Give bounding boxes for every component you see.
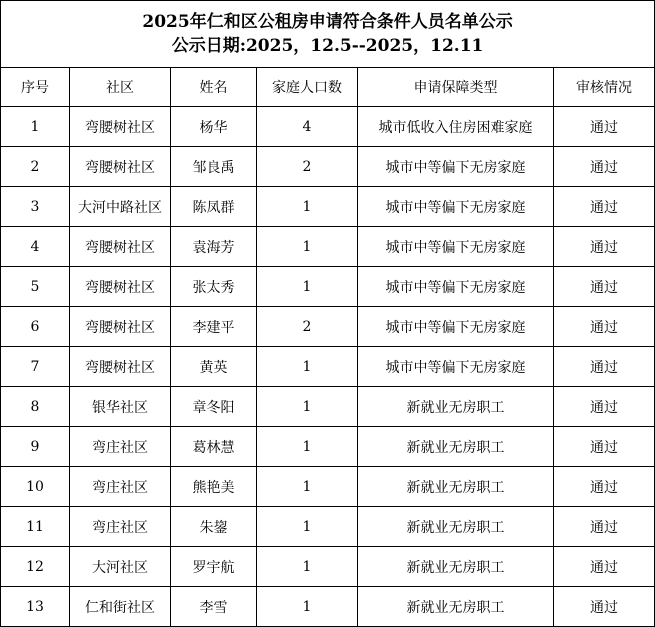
cell-household: 1 (257, 427, 358, 467)
cell-no: 11 (1, 507, 70, 547)
cell-status: 通过 (554, 467, 655, 507)
cell-no: 12 (1, 547, 70, 587)
table-row (1, 307, 655, 347)
cell-community: 弯腰树社区 (70, 147, 171, 187)
cell-name: 袁海芳 (171, 227, 257, 267)
cell-name: 李建平 (171, 307, 257, 347)
cell-no: 6 (1, 307, 70, 347)
cell-no: 10 (1, 467, 70, 507)
cell-community: 弯腰树社区 (70, 227, 171, 267)
cell-type: 城市中等偏下无房家庭 (358, 227, 554, 267)
cell-household: 1 (257, 347, 358, 387)
table-row (1, 387, 655, 427)
table-row (1, 467, 655, 507)
cell-no: 4 (1, 227, 70, 267)
cell-no: 13 (1, 587, 70, 627)
cell-type: 新就业无房职工 (358, 467, 554, 507)
cell-type: 新就业无房职工 (358, 507, 554, 547)
table-title (1, 1, 655, 68)
cell-community: 弯腰树社区 (70, 267, 171, 307)
table-row (1, 267, 655, 307)
table-row (1, 147, 655, 187)
header-row (1, 68, 655, 107)
cell-type: 新就业无房职工 (358, 587, 554, 627)
cell-community: 弯庄社区 (70, 467, 171, 507)
cell-no: 3 (1, 187, 70, 227)
cell-type: 城市低收入住房困难家庭 (358, 107, 554, 147)
cell-community: 大河中路社区 (70, 187, 171, 227)
cell-status: 通过 (554, 147, 655, 187)
cell-type: 新就业无房职工 (358, 427, 554, 467)
cell-name: 张太秀 (171, 267, 257, 307)
cell-type: 新就业无房职工 (358, 547, 554, 587)
cell-status: 通过 (554, 107, 655, 147)
cell-type: 新就业无房职工 (358, 387, 554, 427)
cell-type: 城市中等偏下无房家庭 (358, 307, 554, 347)
cell-status: 通过 (554, 267, 655, 307)
cell-household: 1 (257, 267, 358, 307)
cell-type: 城市中等偏下无房家庭 (358, 187, 554, 227)
header-cell-name: 姓名 (171, 68, 257, 107)
cell-no: 1 (1, 107, 70, 147)
cell-no: 8 (1, 387, 70, 427)
cell-household: 1 (257, 187, 358, 227)
cell-status: 通过 (554, 307, 655, 347)
cell-household: 2 (257, 147, 358, 187)
header-cell-household: 家庭人口数 (257, 68, 358, 107)
cell-household: 1 (257, 467, 358, 507)
cell-type: 城市中等偏下无房家庭 (358, 347, 554, 387)
cell-name: 章冬阳 (171, 387, 257, 427)
cell-name: 杨华 (171, 107, 257, 147)
cell-no: 9 (1, 427, 70, 467)
cell-community: 弯庄社区 (70, 507, 171, 547)
cell-no: 7 (1, 347, 70, 387)
cell-community: 大河社区 (70, 547, 171, 587)
cell-name: 邹良禹 (171, 147, 257, 187)
cell-name: 朱鋆 (171, 507, 257, 547)
cell-type: 城市中等偏下无房家庭 (358, 267, 554, 307)
title-line-2: 公示日期:2025，12.5--2025，12.11 (171, 36, 484, 56)
cell-name: 陈凤群 (171, 187, 257, 227)
table-row (1, 547, 655, 587)
cell-household: 1 (257, 587, 358, 627)
cell-household: 2 (257, 307, 358, 347)
cell-status: 通过 (554, 427, 655, 467)
cell-status: 通过 (554, 547, 655, 587)
cell-no: 2 (1, 147, 70, 187)
header-cell-no: 序号 (1, 68, 70, 107)
cell-status: 通过 (554, 187, 655, 227)
cell-name: 葛林慧 (171, 427, 257, 467)
cell-status: 通过 (554, 507, 655, 547)
cell-community: 仁和街社区 (70, 587, 171, 627)
cell-household: 4 (257, 107, 358, 147)
header-cell-status: 审核情况 (554, 68, 655, 107)
cell-status: 通过 (554, 587, 655, 627)
table-row (1, 507, 655, 547)
cell-status: 通过 (554, 387, 655, 427)
cell-name: 李雪 (171, 587, 257, 627)
cell-name: 罗宇航 (171, 547, 257, 587)
header-cell-community: 社区 (70, 68, 171, 107)
cell-name: 熊艳美 (171, 467, 257, 507)
table-row (1, 427, 655, 467)
cell-no: 5 (1, 267, 70, 307)
cell-status: 通过 (554, 227, 655, 267)
cell-community: 银华社区 (70, 387, 171, 427)
title-line-1: 2025年仁和区公租房申请符合条件人员名单公示 (142, 12, 513, 32)
table-row (1, 227, 655, 267)
cell-status: 通过 (554, 347, 655, 387)
table-row (1, 587, 655, 627)
cell-type: 城市中等偏下无房家庭 (358, 147, 554, 187)
header-cell-type: 申请保障类型 (358, 68, 554, 107)
cell-household: 1 (257, 227, 358, 267)
cell-name: 黄英 (171, 347, 257, 387)
cell-household: 1 (257, 507, 358, 547)
cell-community: 弯腰树社区 (70, 107, 171, 147)
cell-household: 1 (257, 547, 358, 587)
table-row (1, 347, 655, 387)
table-row (1, 107, 655, 147)
table-row (1, 187, 655, 227)
cell-community: 弯腰树社区 (70, 347, 171, 387)
cell-community: 弯腰树社区 (70, 307, 171, 347)
cell-household: 1 (257, 387, 358, 427)
cell-community: 弯庄社区 (70, 427, 171, 467)
